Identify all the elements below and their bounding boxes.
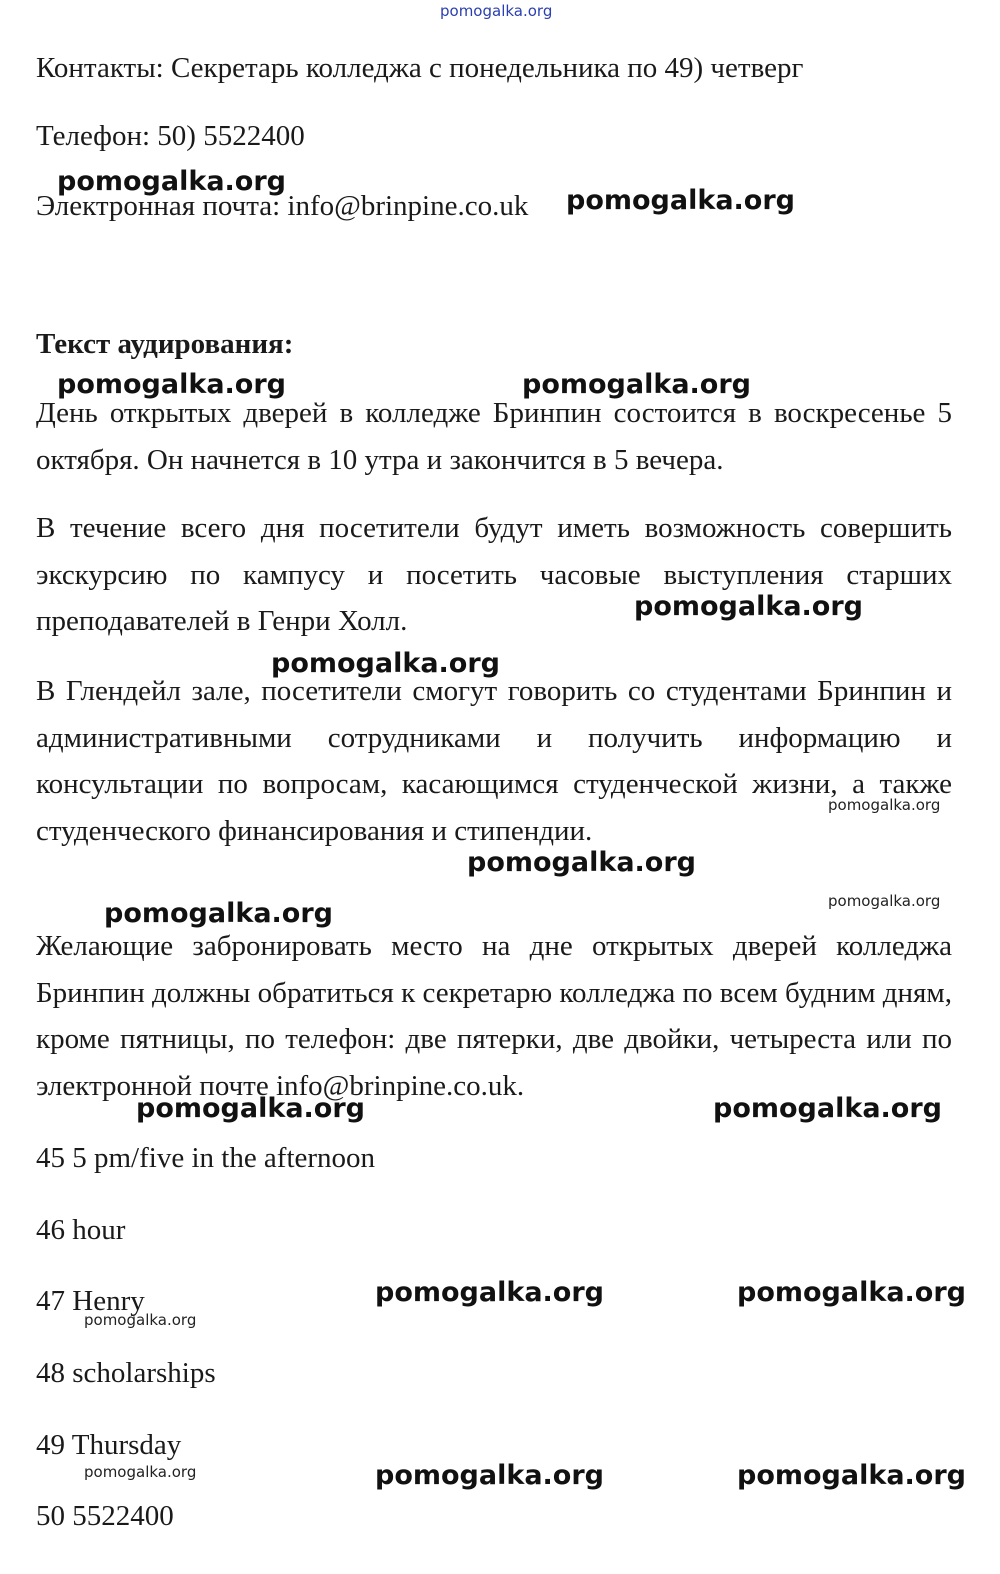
watermark: pomogalka.org bbox=[566, 185, 795, 216]
paragraph-4: Желающие забронировать место на дне открытых дверей колледжа Бринпин должны обратиться к секретарю колледжа по всем будним дням, кроме пятницы, по телефон: две пятерки, две двойки, четыреста или по электронной почте info@brinpine.co.uk. bbox=[36, 930, 952, 1102]
watermark: pomogalka.org bbox=[737, 1460, 966, 1491]
watermark: pomogalka.org bbox=[737, 1277, 966, 1308]
watermark: pomogalka.org bbox=[57, 369, 286, 400]
paragraph-3: В Глендейл зале, посетители смогут говорить со студентами Бринпин и административными сотрудниками и получить информацию и консультации по вопросам, касающимся студенческой жизни, а также студенческого финансирования и стипендии. bbox=[36, 675, 952, 847]
answer-45: 45 5 pm/five in the afternoon bbox=[36, 1142, 376, 1174]
watermark: pomogalka.org bbox=[522, 369, 751, 400]
answer-49: 49 Thursday bbox=[36, 1429, 182, 1461]
watermark: pomogalka.org bbox=[713, 1093, 942, 1124]
watermark: pomogalka.org bbox=[57, 166, 286, 197]
answer-48: 48 scholarships bbox=[36, 1357, 216, 1389]
phone-line: Телефон: 50) 5522400 bbox=[36, 120, 305, 152]
watermark: pomogalka.org bbox=[271, 648, 500, 679]
watermark: pomogalka.org bbox=[467, 847, 696, 878]
watermark-small: pomogalka.org bbox=[828, 796, 941, 814]
answer-46: 46 hour bbox=[36, 1214, 126, 1246]
answer-47: 47 Henry bbox=[36, 1285, 145, 1317]
contacts-line: Контакты: Секретарь колледжа с понедельника по 49) четверг bbox=[36, 52, 804, 84]
answer-50: 50 5522400 bbox=[36, 1500, 174, 1532]
paragraph-2: В течение всего дня посетители будут иметь возможность совершить экскурсию по кампусу и посетить часовые выступления старших преподавателей в Генри Холл. bbox=[36, 512, 952, 637]
watermark-small: pomogalka.org bbox=[84, 1311, 197, 1329]
watermark: pomogalka.org bbox=[136, 1093, 365, 1124]
watermark: pomogalka.org bbox=[634, 591, 863, 622]
watermark-top: pomogalka.org bbox=[440, 2, 553, 20]
watermark-small: pomogalka.org bbox=[84, 1463, 197, 1481]
email-line: Электронная почта: info@brinpine.co.uk bbox=[36, 190, 529, 222]
watermark: pomogalka.org bbox=[375, 1460, 604, 1491]
watermark-small: pomogalka.org bbox=[828, 892, 941, 910]
paragraph-1: День открытых дверей в колледже Бринпин состоится в воскресенье 5 октября. Он начнется в 10 утра и закончится в 5 вечера. bbox=[36, 397, 952, 476]
watermark: pomogalka.org bbox=[104, 898, 333, 929]
watermark: pomogalka.org bbox=[375, 1277, 604, 1308]
listening-heading: Текст аудирования: bbox=[36, 328, 294, 360]
